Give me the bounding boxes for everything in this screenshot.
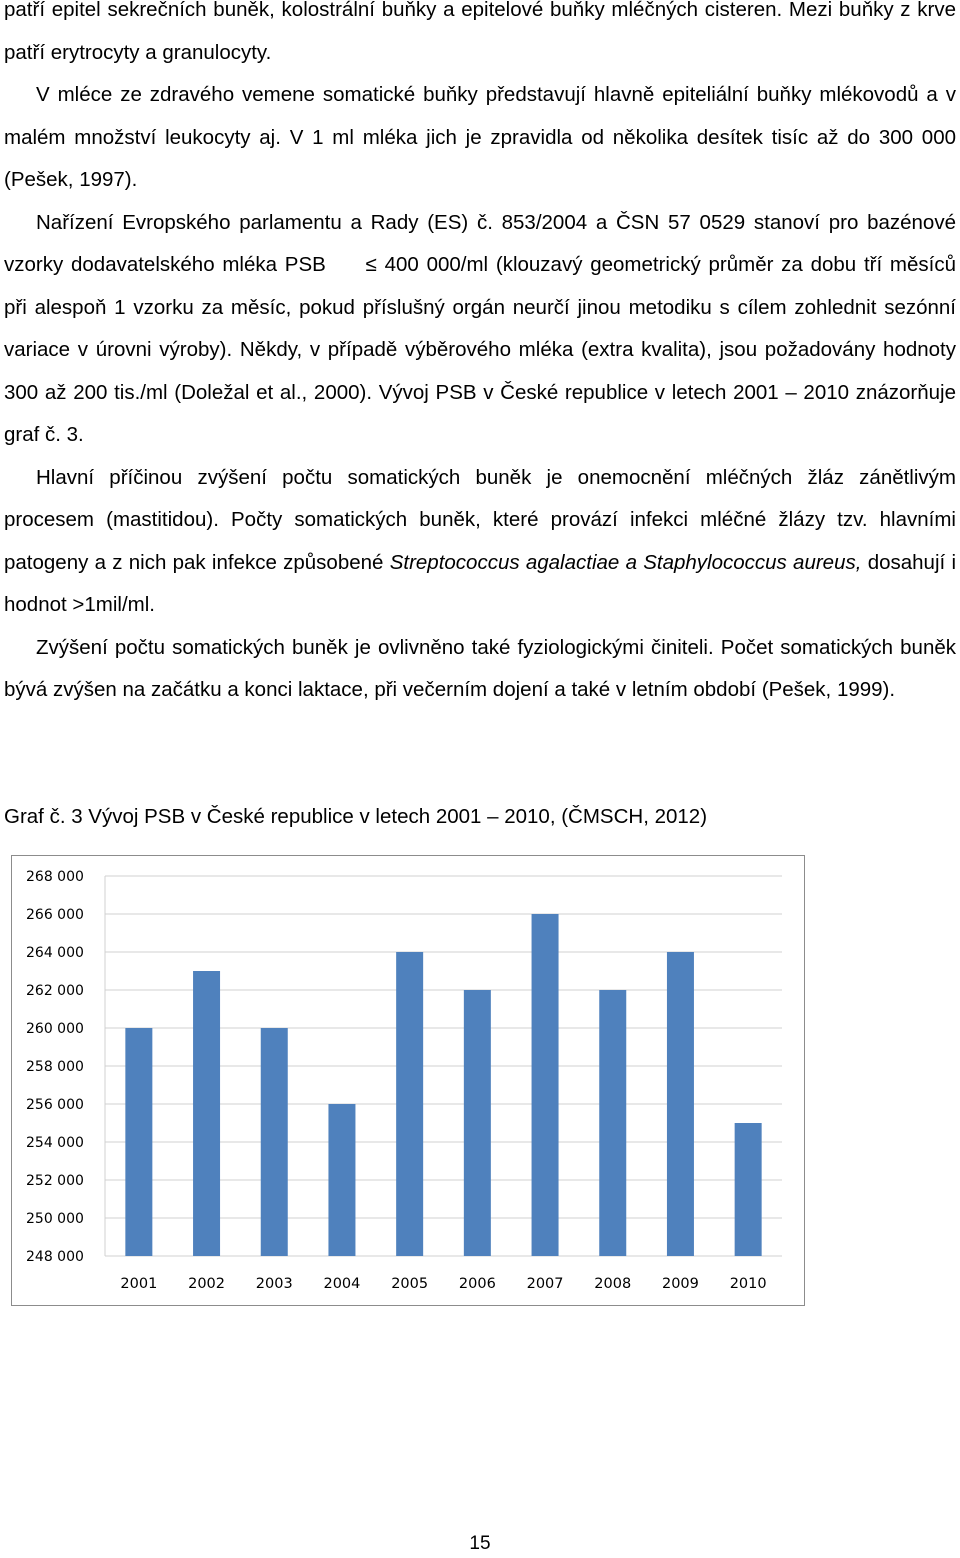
y-tick-label: 252 000 <box>26 1173 84 1189</box>
y-tick-label: 254 000 <box>26 1135 84 1151</box>
bar-2002 <box>193 971 220 1256</box>
bar-2005 <box>396 952 423 1256</box>
bar-2010 <box>735 1123 762 1256</box>
x-tick-label: 2005 <box>391 1276 429 1292</box>
body-text <box>4 0 956 712</box>
paragraph-4 <box>4 457 956 627</box>
y-tick-label: 260 000 <box>26 1021 84 1037</box>
paragraph-3-part-2: 400 000/ml (klouzavý geometrický průměr za dobu tří měsíců při alespoň 1 vzorku za měsíc, pokud příslušný orgán neurčí jinou metodiku s cílem zohlednit sezónní variace v úrovni výroby). Někdy, v případě výběrového mléka (extra kvalita), jsou požadovány hodnoty 300 až 200 tis./ml (Doležal et al., 2000). Vývoj PSB v České republice v letech 2001 – 2010 znázorňuje graf č. 3. <box>4 253 956 446</box>
y-tick-label: 248 000 <box>26 1249 84 1265</box>
paragraph-5: Zvýšení počtu somatických buněk je ovlivněno také fyziologickými činiteli. Počet somatických buněk bývá zvýšen na začátku a konci laktace, při večerním dojení a také v letním období (Pešek, 1999). <box>4 635 956 701</box>
bar-2003 <box>261 1028 288 1256</box>
bar-2009 <box>667 952 694 1256</box>
x-tick-label: 2003 <box>255 1276 293 1292</box>
y-tick-label: 258 000 <box>26 1059 84 1075</box>
bacteria-names: Streptococcus agalactiae a Staphylococcus aureus, <box>389 550 862 574</box>
x-tick-label: 2008 <box>594 1276 632 1292</box>
x-tick-label: 2010 <box>729 1276 767 1292</box>
x-tick-label: 2006 <box>458 1276 496 1292</box>
page-number: 15 <box>469 1533 491 1554</box>
x-tick-label: 2001 <box>120 1276 158 1292</box>
x-tick-label: 2002 <box>188 1276 226 1292</box>
psb-bar-chart <box>11 855 805 1306</box>
x-tick-label: 2004 <box>323 1276 361 1292</box>
less-or-equal-symbol: ≤ <box>365 253 377 276</box>
paragraph-2: V mléce ze zdravého vemene somatické buňky představují hlavně epiteliální buňky mlékovodů a v malém množství leukocyty aj. V 1 ml mléka jich je zpravidla od několika desítek tisíc až do 300 000 (Pešek, 1997). <box>4 83 956 191</box>
y-tick-label: 262 000 <box>26 983 84 999</box>
chart-svg <box>12 856 806 1307</box>
paragraph-1: patří epitel sekrečních buněk, kolostrální buňky a epitelové buňky mléčných cisteren. Mezi buňky z krve patří erytrocyty a granulocyty. <box>4 0 956 64</box>
chart-caption: Graf č. 3 Vývoj PSB v České republice v letech 2001 – 2010, (ČMSCH, 2012) <box>4 805 708 828</box>
y-tick-label: 264 000 <box>26 945 84 961</box>
paragraph-3 <box>4 202 956 457</box>
paragraph-3-part-1: Nařízení Evropského parlamentu a Rady (ES) č. 853/2004 a ČSN 57 0529 stanoví pro bazénové vzorky dodavatelského mléka PSB <box>4 210 956 276</box>
bar-2004 <box>328 1104 355 1256</box>
bar-2007 <box>532 914 559 1256</box>
bar-2008 <box>599 990 626 1256</box>
x-tick-label: 2007 <box>526 1276 564 1292</box>
bar-2006 <box>464 990 491 1256</box>
y-tick-label: 250 000 <box>26 1211 84 1227</box>
y-tick-label: 256 000 <box>26 1097 84 1113</box>
y-tick-label: 268 000 <box>26 869 84 885</box>
paragraph-4-part-1: Hlavní příčinou zvýšení počtu somatických buněk je onemocnění mléčných žláz zánětlivým procesem (mastitidou). Počty somatických buněk, které provází infekci mléčné žlázy tzv. hlavními patogeny a z nich pak infekce způsobené <box>4 465 956 574</box>
bar-2001 <box>125 1028 152 1256</box>
y-tick-label: 266 000 <box>26 907 84 923</box>
x-tick-label: 2009 <box>661 1276 699 1292</box>
paragraph-4-part-2: dosahují i hodnot >1mil/ml. <box>4 550 957 616</box>
